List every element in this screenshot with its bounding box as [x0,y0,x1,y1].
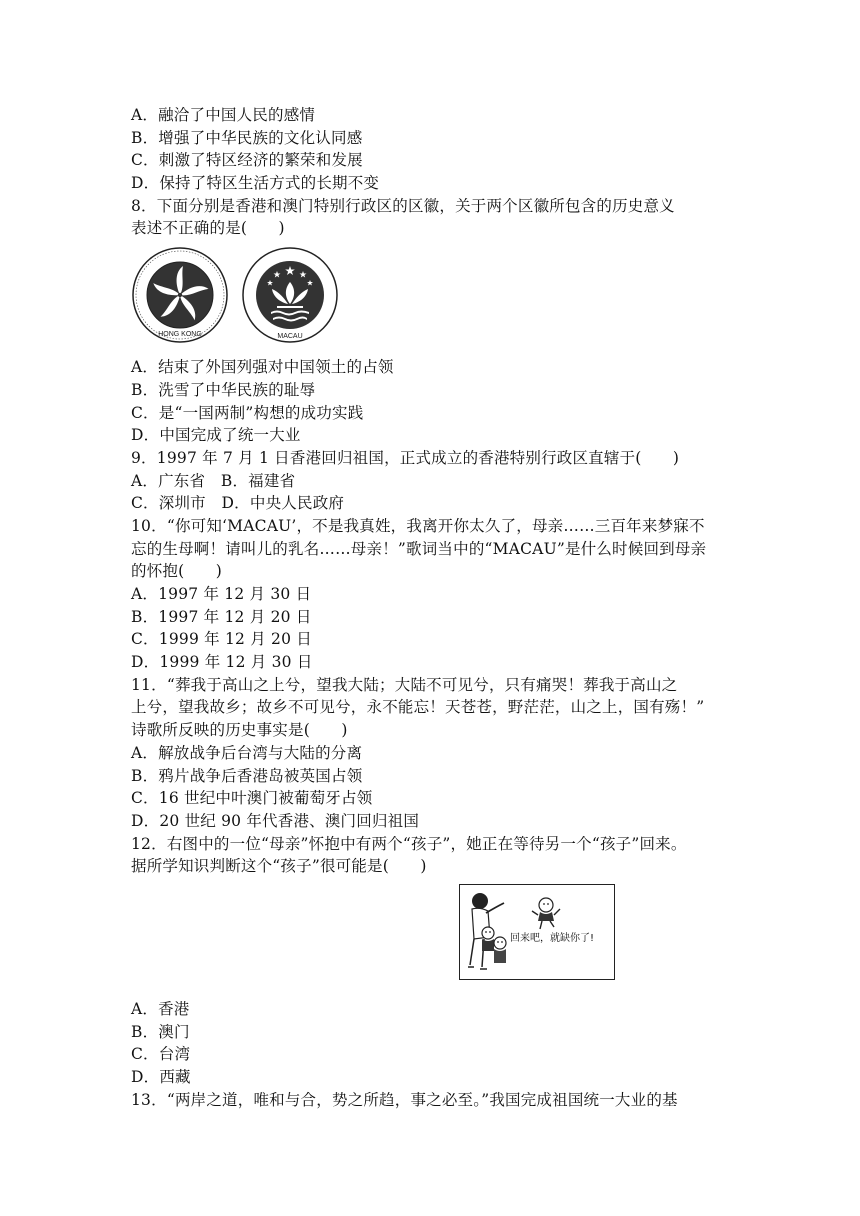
q12-option-b[interactable]: B．澳门 [131,1022,190,1041]
q12-cartoon-area [131,878,731,998]
q10-stem-line-3: 的怀抱( ) [131,562,222,581]
q8-option-d[interactable]: D．中国完成了统一大业 [131,426,301,445]
q10-option-b[interactable]: B．1997 年 12 月 20 日 [131,607,312,626]
q12-stem-line-1: 12．右图中的一位“母亲”怀抱中有两个“孩子”，她正在等待另一个“孩子”回来。 [131,834,687,853]
q12-option-c[interactable]: C．台湾 [131,1045,191,1064]
svg-text:MACAU: MACAU [277,333,303,341]
q8-option-a[interactable]: A．结束了外国列强对中国领土的占领 [131,358,394,377]
q8-stem-line-2: 表述不正确的是( ) [131,219,285,238]
q7-option-b[interactable]: B．增强了中华民族的文化认同感 [131,128,363,147]
q9-stem: 9．1997 年 7 月 1 日香港回归祖国，正式成立的香港特别行政区直辖于( ) [131,448,680,467]
q11-stem-line-2: 上兮，望我故乡；故乡不可见兮，永不能忘！天苍苍，野茫茫，山之上，国有殇！” [131,698,705,717]
q12-option-d[interactable]: D．西藏 [131,1068,191,1086]
q10-stem-line-1: 10．“你可知‘MACAU’，不是我真姓，我离开你太久了，母亲……三百年来梦寐不 [131,516,705,535]
q10-stem-line-2: 忘的生母啊！请叫儿的乳名……母亲！”歌词当中的“MACAU”是什么时候回到母亲 [131,539,707,558]
q10-option-a[interactable]: A．1997 年 12 月 30 日 [131,585,312,603]
hong-kong-emblem-icon [131,246,229,344]
q9-options-cd[interactable]: C．深圳市 D．中央人民政府 [131,494,345,513]
q10-option-c[interactable]: C．1999 年 12 月 20 日 [131,630,312,649]
q8-option-b[interactable]: B．洗雪了中华民族的耻辱 [131,380,316,399]
q11-stem-line-1: 11．“葬我于高山之上兮，望我大陆；大陆不可见兮，只有痛哭！葬我于高山之 [131,675,678,694]
q11-option-b[interactable]: B．鸦片战争后香港岛被英国占领 [131,766,363,785]
q7-option-a[interactable]: A．融洽了中国人民的感情 [131,106,316,124]
q10-option-d[interactable]: D．1999 年 12 月 30 日 [131,653,313,672]
q8-option-c[interactable]: C．是“一国两制”构想的成功实践 [131,403,364,422]
macau-emblem-icon [241,246,339,344]
q9-options-ab[interactable]: A．广东省 B．福建省 [131,471,296,490]
q7-option-c[interactable]: C．刺激了特区经济的繁荣和发展 [131,151,363,170]
cartoon-caption: 回来吧，就缺你了! [510,932,595,944]
q11-option-c[interactable]: C．16 世纪中叶澳门被葡萄牙占领 [131,789,373,808]
q11-option-d[interactable]: D．20 世纪 90 年代香港、澳门回归祖国 [131,811,420,830]
q8-stem-line-1: 8．下面分别是香港和澳门特别行政区的区徽，关于两个区徽所包含的历史意义 [131,196,675,215]
q11-stem-line-3: 诗歌所反映的历史事实是( ) [131,721,348,740]
mother-children-cartoon [459,884,615,980]
q12-option-a[interactable]: A．香港 [131,999,190,1018]
q11-option-a[interactable]: A．解放战争后台湾与大陆的分离 [131,743,363,762]
q7-option-d[interactable]: D．保持了特区生活方式的长期不变 [131,174,380,193]
q13-stem-line-1: 13．“两岸之道，唯和与合，势之所趋，事之必至。”我国完成祖国统一大业的基 [131,1090,678,1109]
question-content [131,104,731,1111]
q8-emblems [131,240,731,356]
svg-text:HONG KONG: HONG KONG [158,331,202,339]
q12-stem-line-2: 据所学知识判断这个“孩子”很可能是( ) [131,857,427,876]
